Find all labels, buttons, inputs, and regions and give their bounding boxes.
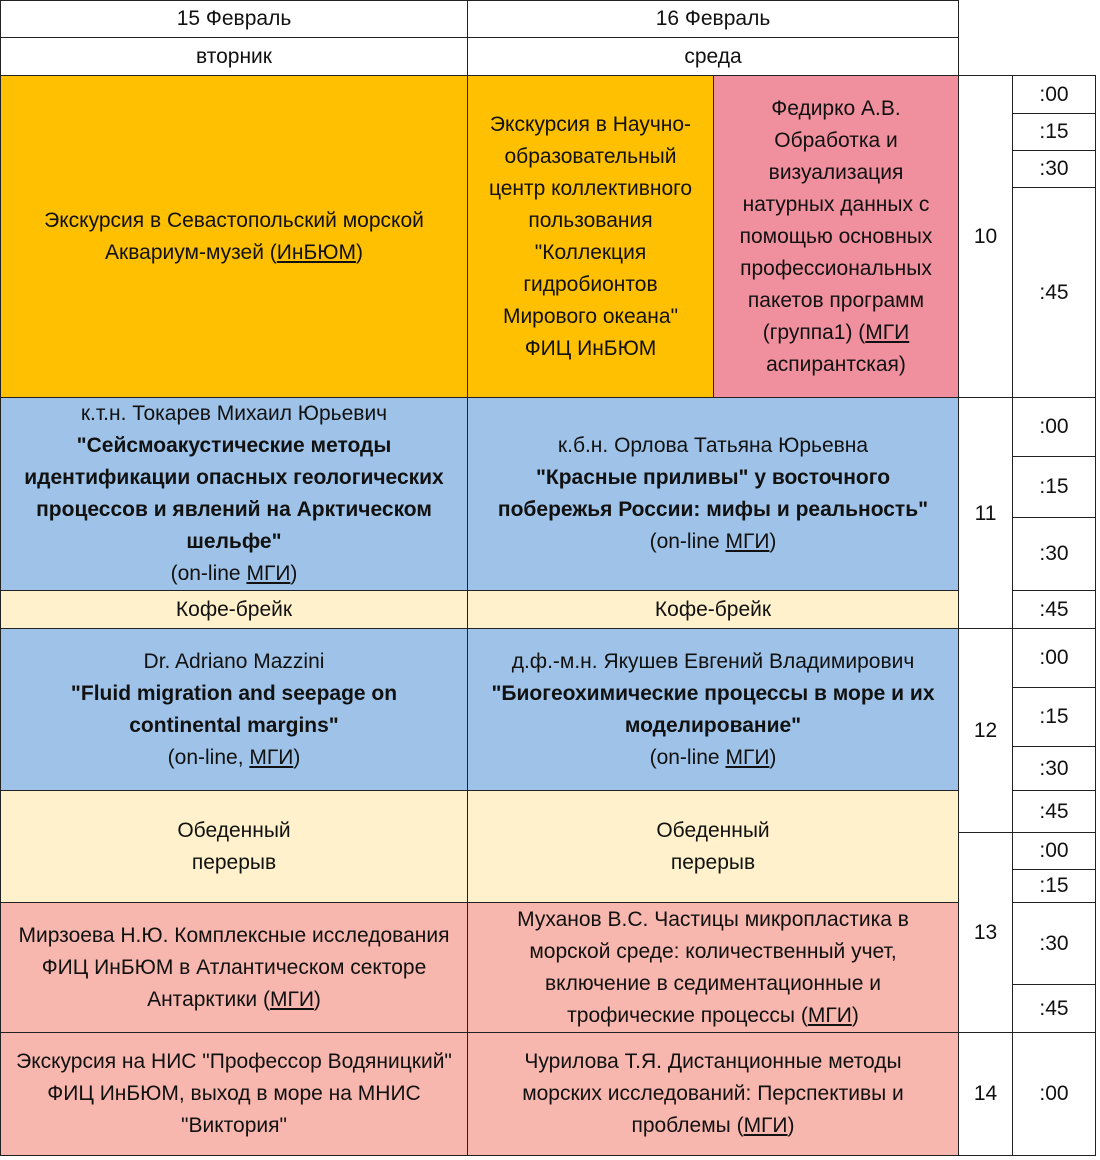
event-churilova: Чурилова Т.Я. Дистанционные методы морских исследований: Перспективы и проблемы (МГИ) xyxy=(467,1032,959,1156)
hour-14: 14 xyxy=(958,1032,1013,1156)
slot-13-00: :00 xyxy=(1012,832,1096,870)
slot-13-30: :30 xyxy=(1012,902,1096,985)
slot-10-30: :30 xyxy=(1012,150,1096,188)
slot-12-15: :15 xyxy=(1012,687,1096,747)
hour-12: 12 xyxy=(958,628,1013,833)
hour-11: 11 xyxy=(958,397,1013,629)
slot-13-45: :45 xyxy=(1012,984,1096,1033)
coffee-break-day1: Кофе-брейк xyxy=(0,590,468,629)
event-orlova: к.б.н. Орлова Татьяна Юрьевна "Красные приливы" у восточного побережья России: мифы и реальность" (on-line МГИ) xyxy=(467,397,959,591)
slot-12-00: :00 xyxy=(1012,628,1096,688)
day1-weekday: вторник xyxy=(0,37,468,76)
event-tokarev: к.т.н. Токарев Михаил Юрьевич "Сейсмоакустические методы идентификации опасных геологических процессов и явлений на Арктическом шельфе" (on-line МГИ) xyxy=(0,397,468,591)
slot-12-45: :45 xyxy=(1012,790,1096,833)
lunch-break-day2: Обеденный перерыв xyxy=(467,790,959,903)
event-fedirko: Федирко А.В. Обработка и визуализация натурных данных с помощью основных профессиональных пакетов программ (группа1) (МГИ аспирантская) xyxy=(713,75,959,398)
slot-11-15: :15 xyxy=(1012,456,1096,518)
day2-date: 16 Февраль xyxy=(467,0,959,38)
hour-10: 10 xyxy=(958,75,1013,398)
slot-12-30: :30 xyxy=(1012,746,1096,791)
hour-13: 13 xyxy=(958,832,1013,1033)
slot-10-15: :15 xyxy=(1012,113,1096,151)
lunch-break-day1: Обеденный перерыв xyxy=(0,790,468,903)
slot-14-00: :00 xyxy=(1012,1032,1096,1156)
event-excursion-aquarium: Экскурсия в Севастопольский морской Аквариум-музей (ИнБЮМ) xyxy=(0,75,468,398)
event-mazzini: Dr. Adriano Mazzini "Fluid migration and seepage on continental margins" (on-line, МГИ) xyxy=(0,628,468,791)
slot-11-30: :30 xyxy=(1012,517,1096,591)
slot-10-00: :00 xyxy=(1012,75,1096,114)
slot-11-45: :45 xyxy=(1012,590,1096,629)
event-mukhanov: Муханов В.С. Частицы микропластика в морской среде: количественный учет, включение в седиментационные и трофические процессы (МГИ) xyxy=(467,902,959,1033)
event-mirzoeva: Мирзоева Н.Ю. Комплексные исследования ФИЦ ИнБЮМ в Атлантическом секторе Антарктики (МГИ) xyxy=(0,902,468,1033)
slot-13-15: :15 xyxy=(1012,869,1096,903)
slot-10-45: :45 xyxy=(1012,187,1096,398)
event-yakushev: д.ф.-м.н. Якушев Евгений Владимирович "Биогеохимические процессы в море и их моделирование" (on-line МГИ) xyxy=(467,628,959,791)
event-excursion-center: Экскурсия в Научно-образовательный центр коллективного пользования "Коллекция гидробионтов Мирового океана" ФИЦ ИнБЮМ xyxy=(467,75,714,398)
slot-11-00: :00 xyxy=(1012,397,1096,457)
day1-date: 15 Февраль xyxy=(0,0,468,38)
day2-weekday: среда xyxy=(467,37,959,76)
coffee-break-day2: Кофе-брейк xyxy=(467,590,959,629)
event-excursion-ship: Экскурсия на НИС "Профессор Водяницкий" ФИЦ ИнБЮМ, выход в море на МНИС "Виктория" xyxy=(0,1032,468,1156)
